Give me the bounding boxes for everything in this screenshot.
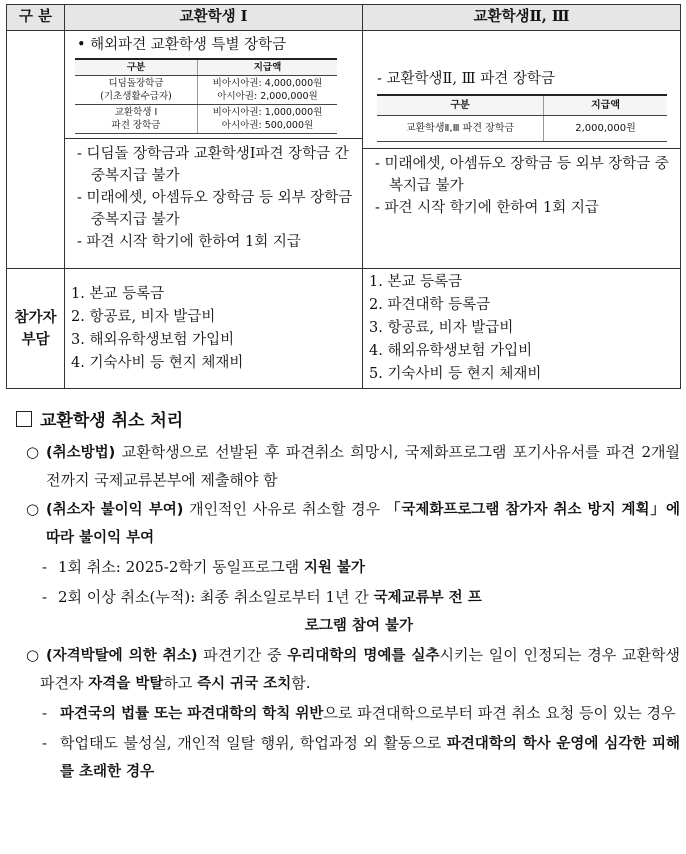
dash-mark: - [42,704,48,722]
paragraph-bold: 자격을 박탈 [88,676,164,692]
disqualification-item-conduct [16,730,680,786]
note-item: - 미래에셋, 아셈듀오 장학금 등 외부 장학금 중복지급 불가 [77,190,353,228]
list-item: 2. 항공료, 비자 발급비 [71,308,216,325]
inner-cell-line: 아시아권: 2,000,000원 [217,91,318,102]
dash-mark: - [42,734,48,752]
note-item: - 파견 시작 학기에 한하여 1회 지급 [77,234,301,250]
student23-notes [363,148,680,223]
inner-cell-line: 비아시아권: 1,000,000원 [212,107,323,118]
disqualification-item-law [16,700,680,728]
inner-cell-amount [198,76,338,105]
item-bold: 지원 불가 [303,560,365,576]
penalty-second-item [16,584,680,640]
inner-header-row [75,59,337,76]
circle-bullet-icon: ○ [26,646,40,664]
inner-header-category: 구분 [377,95,544,116]
penalty-first-item [16,554,680,582]
item-bold: 파견대학의 학사 운영에 심각한 피해를 초래한 경우 [60,736,681,780]
table-row [75,105,337,134]
label-line: 부담 [21,330,50,348]
student1-cost-list [65,278,362,380]
paragraph-bold: 「국제화프로그램 참가자 취소 방지 계획」에 따라 불이익 부여 [46,502,680,546]
scholarship-label-cell [7,31,65,269]
table-header-row [7,5,681,31]
item-text: 1회 취소: 2025-2학기 동일프로그램 [58,558,304,576]
inner-cell-category: 교환학생Ⅱ,Ⅲ 파견 장학금 [377,116,544,142]
note-item: - 미래에셋, 아셈듀오 장학금 등 외부 장학금 중복지급 불가 [375,156,669,194]
circle-bullet-icon: ○ [26,443,40,461]
list-item: 2. 파견대학 등록금 [369,297,491,313]
note-item: - 파견 시작 학기에 한하여 1회 지급 [375,200,599,216]
header-student-1: 교환학생 Ⅰ [65,5,363,31]
cancellation-section [16,408,680,788]
student1-cost-cell [65,269,363,389]
inner-header-amount: 지급액 [544,95,668,116]
item-text: 2회 이상 취소(누적): 최종 취소일로부터 1년 간 [58,588,374,606]
section-title: 교환학생 취소 처리 [40,411,184,431]
inner-header-category: 구분 [75,59,198,76]
student23-scholarship-amount-table [377,94,667,142]
dash-mark: - [42,588,48,606]
dash-mark: - [42,558,48,576]
paragraph-head: (자격박탈에 의한 취소) [46,648,198,664]
item-text: 학업태도 불성실, 개인적 일탈 행위, 학업과정 외 활동으로 [60,734,447,752]
item-bold: 파견국의 법률 또는 파견대학의 학칙 위반 [60,706,324,722]
inner-header-row [377,95,667,116]
checkbox-square-icon [16,411,32,427]
student23-scholarship-title: - 교환학생Ⅱ, Ⅲ 파견 장학금 [377,71,555,87]
inner-cell-amount: 2,000,000원 [544,116,668,142]
paragraph-head: (취소자 불이익 부여) [46,502,184,518]
item-text: 으로 파견대학으로부터 파견 취소 요청 등이 있는 경우 [323,704,676,722]
participant-cost-label [7,269,65,389]
bullet-mark: • [77,37,86,53]
cancel-penalty-paragraph [16,496,680,552]
item-bold-continued: 로그램 참여 불가 [304,618,414,634]
list-item: 1. 본교 등록금 [369,274,463,290]
list-item: 1. 본교 등록금 [71,285,165,302]
note-item: - 디딤돌 장학금과 교환학생Ⅰ파견 장학금 간 중복지급 불가 [77,146,349,184]
paragraph-text: 시키는 일이 인정되는 경우 교환학생 파견자 [40,646,680,692]
student23-scholarship-cell [363,31,681,269]
participant-cost-row [7,269,681,389]
inner-cell-line: 아시아권: 500,000원 [221,120,314,131]
paragraph-head: (취소방법) [46,445,116,461]
paragraph-text: 파견기간 중 [197,646,288,664]
table-row [377,116,667,142]
inner-cell-line: (기초생활수급자) [100,91,172,102]
table-row [75,76,337,105]
paragraph-bold: 우리대학의 명예를 실추 [287,648,440,664]
student1-scholarship-cell [65,31,363,269]
list-item: 3. 해외유학생보험 가입비 [71,331,235,348]
section-heading [16,408,680,434]
list-item: 3. 항공료, 비자 발급비 [369,320,514,336]
scholarship-cost-table [6,4,681,389]
item-bold: 국제교류부 전 프 [373,590,482,606]
paragraph-text: 하고 [163,674,198,692]
student1-scholarship-amount-table [75,58,337,134]
inner-cell-line: 교환학생 Ⅰ [114,107,158,118]
label-line: 참가자 [14,308,57,326]
student23-cost-list [363,269,680,388]
paragraph-bold: 즉시 귀국 조치 [197,676,292,692]
list-item: 4. 기숙사비 등 현지 체재비 [71,354,244,371]
inner-cell-category [75,76,198,105]
inner-cell-line: 파견 장학금 [111,120,161,131]
circle-bullet-icon: ○ [26,500,40,518]
header-student-2-3: 교환학생Ⅱ, Ⅲ [363,5,681,31]
inner-cell-amount [198,105,338,134]
title-text: 해외파견 교환학생 특별 장학금 [90,37,287,53]
inner-cell-line: 비아시아권: 4,000,000원 [212,78,323,89]
paragraph-text: 교환학생으로 선발된 후 파견취소 희망시, 국제화프로그램 포기사유서를 파견 2개월 전까지 국제교류본부에 제출해야 함 [46,443,680,489]
inner-cell-line: 디딤돌장학금 [108,78,164,89]
student1-scholarship-title [65,31,362,56]
inner-cell-category [75,105,198,134]
cancel-method-paragraph [16,439,680,494]
disqualification-paragraph [16,642,680,698]
list-item: 5. 기숙사비 등 현지 체재비 [369,366,542,382]
header-category: 구 분 [7,5,65,31]
scholarship-row [7,31,681,269]
list-item: 4. 해외유학생보험 가입비 [369,343,533,359]
paragraph-text: 개인적인 사유로 취소할 경우 [183,500,386,518]
student23-cost-cell [363,269,681,389]
inner-header-amount: 지급액 [198,59,338,76]
paragraph-text: 함. [291,674,311,692]
student1-notes [65,138,362,257]
